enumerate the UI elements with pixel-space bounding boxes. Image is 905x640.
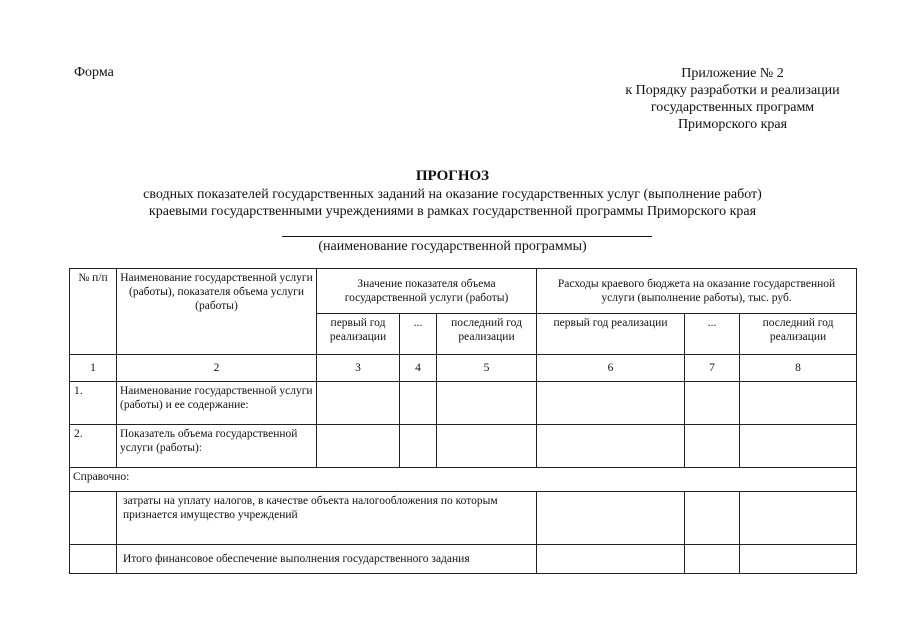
table-cell <box>740 425 857 468</box>
appendix-line: государственных программ <box>650 100 815 115</box>
column-number: 7 <box>685 355 740 382</box>
total-row <box>70 545 857 574</box>
program-name-blank-line <box>282 236 652 237</box>
subheader-dots: ... <box>400 314 437 355</box>
table-row <box>70 425 857 468</box>
total-text: Итого финансовое обеспечение выполнения государственного задания <box>117 545 537 574</box>
column-number: 8 <box>740 355 857 382</box>
subheader-last-year-budget: последний год реализации <box>740 314 857 355</box>
table-cell <box>70 492 117 545</box>
table-cell <box>685 382 740 425</box>
table-row <box>70 382 857 425</box>
table-cell <box>685 425 740 468</box>
form-label: Форма <box>74 65 114 80</box>
reference-label: Справочно: <box>70 468 857 492</box>
document-title: ПРОГНОЗ <box>415 168 490 184</box>
appendix-line: к Порядку разработки и реализации <box>625 83 840 98</box>
column-number: 5 <box>437 355 537 382</box>
column-number: 6 <box>537 355 685 382</box>
column-number-row <box>70 355 857 382</box>
row-number: 1. <box>70 382 117 425</box>
table-cell <box>400 425 437 468</box>
table-cell <box>740 492 857 545</box>
forecast-table <box>69 268 857 574</box>
column-number: 1 <box>70 355 117 382</box>
header-group-indicator: Значение показателя объема государственной услуги (работы) <box>317 269 537 314</box>
table-cell <box>740 545 857 574</box>
column-number: 2 <box>117 355 317 382</box>
table-cell <box>437 382 537 425</box>
table-cell <box>400 382 437 425</box>
subtitle-line: сводных показателей государственных заданий на оказание государственных услуг (выполнение работ) <box>143 187 762 202</box>
table-cell <box>437 425 537 468</box>
subheader-last-year: последний год реализации <box>437 314 537 355</box>
column-number: 4 <box>400 355 437 382</box>
table-cell <box>537 425 685 468</box>
tax-row <box>70 492 857 545</box>
table-cell <box>740 382 857 425</box>
subheader-first-year: первый год реализации <box>317 314 400 355</box>
tax-text: затраты на уплату налогов, в качестве объекта налогообложения по которым признается имущество учреждений <box>117 492 537 545</box>
table-cell <box>537 545 685 574</box>
table-cell <box>537 382 685 425</box>
document-subtitle <box>0 186 905 220</box>
row-name: Наименование государственной услуги (работы) и ее содержание: <box>117 382 317 425</box>
table-cell <box>70 545 117 574</box>
header-group-budget: Расходы краевого бюджета на оказание государственной услуги (выполнение работы), тыс. руб. <box>537 269 857 314</box>
subheader-first-year-budget: первый год реализации <box>537 314 685 355</box>
appendix-line: Приморского края <box>677 117 788 132</box>
table-header-row <box>70 269 857 314</box>
column-number: 3 <box>317 355 400 382</box>
table-cell <box>537 492 685 545</box>
header-col-no: № п/п <box>70 269 117 355</box>
subtitle-line: краевыми государственными учреждениями в рамках государственной программы Приморского края <box>148 204 757 219</box>
subheader-dots-budget: ... <box>685 314 740 355</box>
row-number: 2. <box>70 425 117 468</box>
reference-row <box>70 468 857 492</box>
appendix-block <box>560 65 905 133</box>
program-name-caption: (наименование государственной программы) <box>318 239 587 254</box>
table-cell <box>317 382 400 425</box>
table-cell <box>685 545 740 574</box>
header-col-name: Наименование государственной услуги (работы), показателя объема услуги (работы) <box>117 269 317 355</box>
table-cell <box>317 425 400 468</box>
row-name: Показатель объема государственной услуги (работы): <box>117 425 317 468</box>
table-cell <box>685 492 740 545</box>
appendix-line: Приложение № 2 <box>681 66 784 81</box>
